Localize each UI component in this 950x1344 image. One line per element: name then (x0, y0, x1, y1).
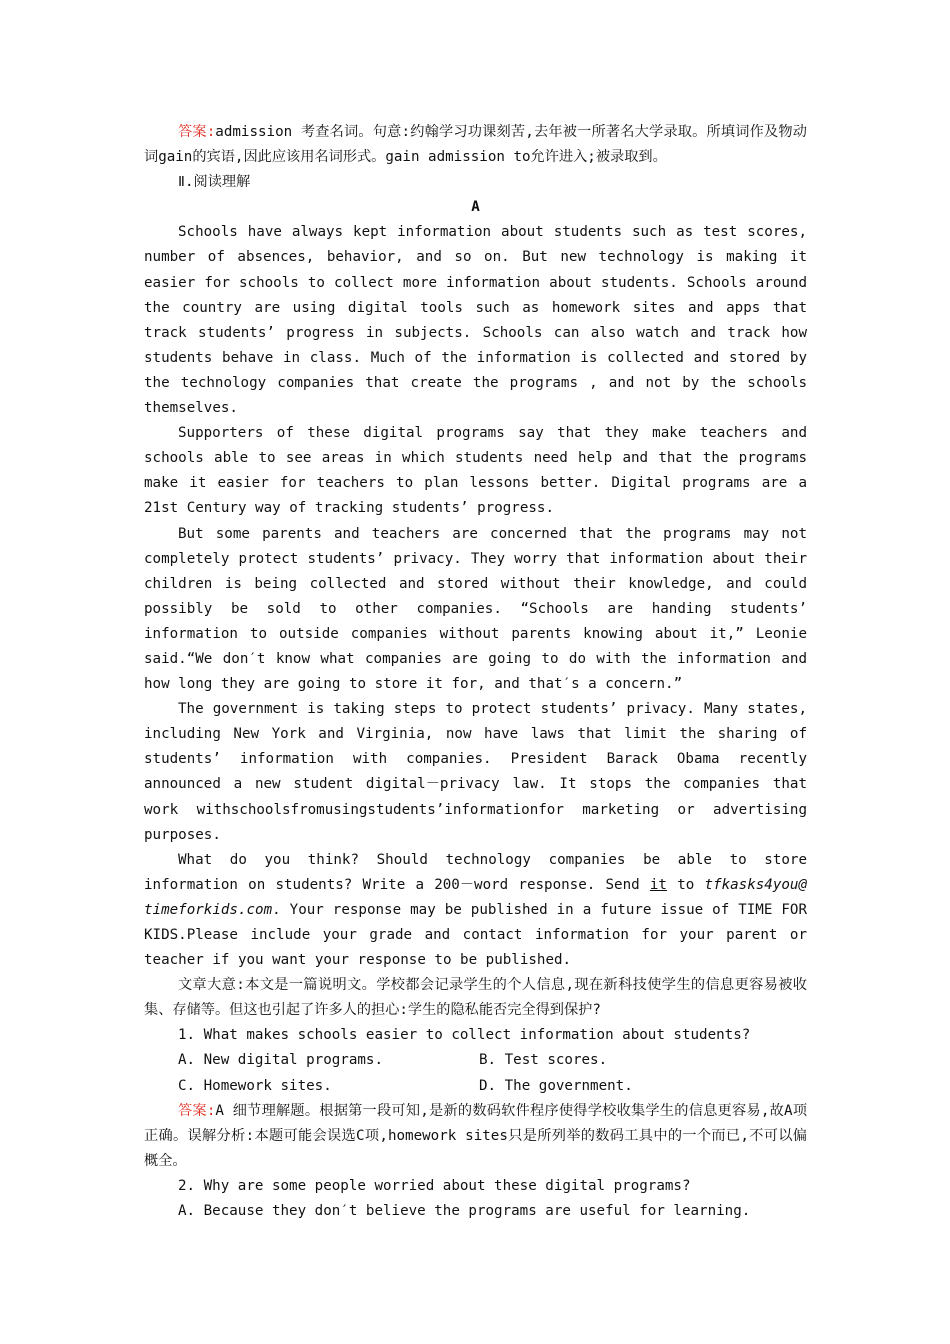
answer-explanation: A 细节理解题。根据第一段可知,是新的数码软件程序使得学校收集学生的信息更容易,故A项正确。误解分析:本题可能会误选C项,homework sites只是所列举的数码工具中的一个而已,不可以偏概全。 (144, 1102, 808, 1169)
email-address: tfkasks4you@ timeforkids.com (144, 876, 807, 918)
option-b: B. Test scores. (479, 1052, 608, 1069)
answer-text: admission 考查名词。句意:约翰学习功课刻苦,去年被一所著名大学录取。所填词作及物动词gain的宾语,因此应该用名词形式。gain admission to允许进入;被录取到。 (144, 124, 807, 166)
section-heading: Ⅱ.阅读理解 (178, 174, 251, 191)
passage-paragraph-3: But some parents and teachers are concerned that the programs may not completely protect students’ privacy. They worry that information about their children is being collected and stored without their knowledge, and could possibly be sold to other companies. “Schools are handing students’ information to outside companies without parents knowing about it,” Leonie said.“We don′t know what companies are going to do with the information and how long they are going to store it for, and that′s a concern.” (144, 525, 807, 693)
document-page (144, 120, 807, 1224)
paragraph-5-text-a: What do you think? Should technology companies be able to store information on students? Write a 200－word response. Send (144, 851, 807, 893)
paragraph-5-text-c: . Your response may be published in a future issue of TIME FOR KIDS.Please include your grade and contact information for your parent or teacher if you want your response to be published. (144, 901, 807, 969)
question-1-answer (144, 1099, 807, 1174)
paragraph-5-text-b: to (666, 876, 705, 893)
question-1-stem: 1. What makes schools easier to collect information about students? (178, 1027, 751, 1044)
passage-paragraph-5 (144, 848, 807, 973)
answer-label: 答案: (178, 124, 216, 140)
passage-paragraph-4: The government is taking steps to protect students’ privacy. Many states, including New York and Virginia, now have laws that limit the sharing of students’ information with companies. President Barack Obama recently announced a new student digital－privacy law. It stops the companies that work withschoolsfromusingstudents’informationfor marketing or advertising purposes. (144, 701, 807, 843)
answer-label: 答案: (178, 1102, 216, 1119)
question-2-stem: 2. Why are some people worried about these digital programs? (178, 1177, 691, 1194)
question-2-option-a: A. Because they don′t believe the programs are useful for learning. (178, 1203, 751, 1220)
option-c: C. Homework sites. (178, 1077, 332, 1094)
passage-paragraph-2: Supporters of these digital programs say that they make teachers and schools able to see areas in which students need help and that the programs make it easier for teachers to plan lessons better. Digital programs are a 21st Century way of tracking students’ progress. (144, 425, 807, 517)
underlined-it: it (649, 876, 667, 893)
summary-paragraph: 文章大意:本文是一篇说明文。学校都会记录学生的个人信息,现在新科技使学生的信息更容易被收集、存储等。但这也引起了许多人的担心:学生的隐私能否完全得到保护? (144, 977, 807, 1019)
passage-title: A (471, 199, 480, 216)
passage-paragraph-1: Schools have always kept information about students such as test scores, number of absences, behavior, and so on. But new technology is making it easier for schools to collect more information about students. Schools around the country are using digital tools such as homework sites and apps that track students’ progress in subjects. Schools can also watch and track how students behave in class. Much of the information is collected and stored by the technology companies that create the programs , and not by the schools themselves. (144, 224, 807, 417)
answer-paragraph (144, 120, 807, 170)
option-d: D. The government. (479, 1077, 633, 1094)
option-a: A. New digital programs. (178, 1052, 383, 1069)
question-1-options-row-2 (144, 1074, 807, 1099)
question-1-options-row-1 (144, 1048, 807, 1073)
